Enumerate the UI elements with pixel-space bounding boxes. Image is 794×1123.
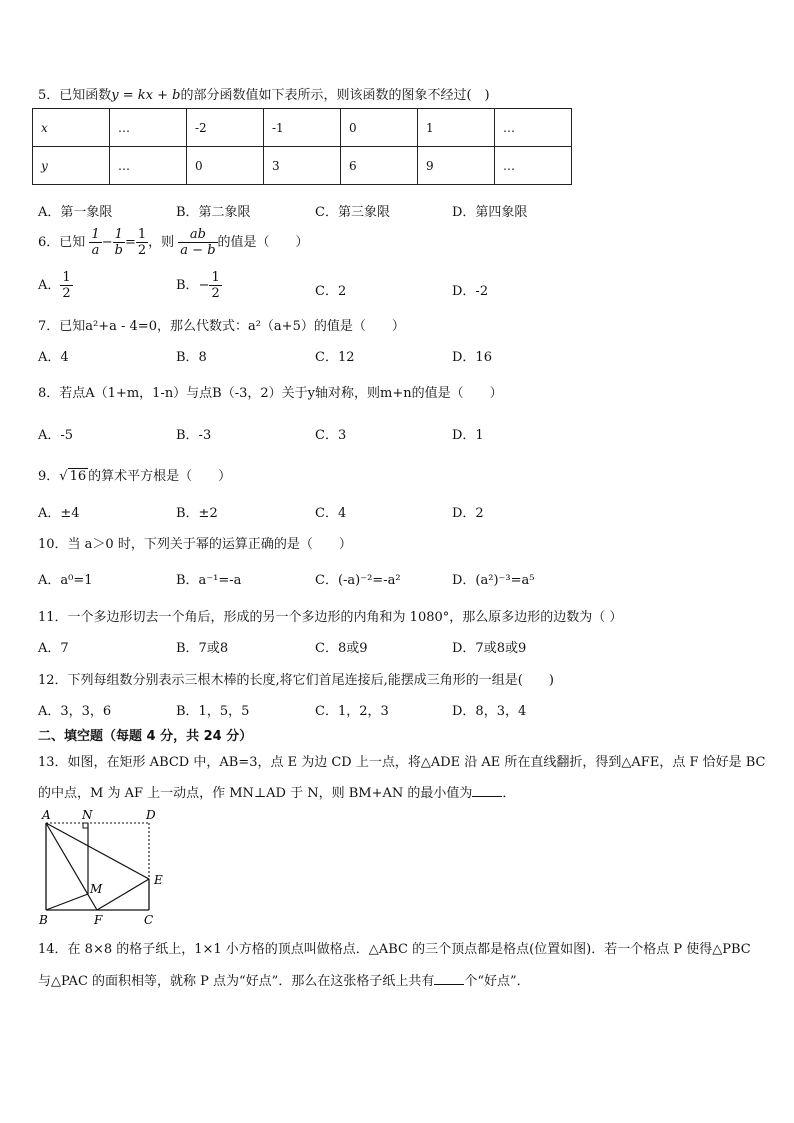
table-cell: 6 xyxy=(341,147,418,185)
q8-option-b[interactable]: B．-3 xyxy=(176,428,212,443)
answer-blank[interactable] xyxy=(434,972,464,985)
q7-option-c[interactable]: C．12 xyxy=(315,350,355,365)
q6-prefix: 6．已知 xyxy=(38,235,86,250)
q12-option-a[interactable]: A．3，3，6 xyxy=(38,704,112,719)
q10-stem: 10．当 a＞0 时，下列关于幂的运算正确的是（ ） xyxy=(38,537,352,552)
q5-stem xyxy=(38,84,490,103)
right-angle-mark xyxy=(83,823,88,828)
q6-stem: 6．已知 $\frac{1}{a}$ − $\frac{1}{b}$ = $\frac{1}{2}$ ，则 $\frac{ab}{a - b}$ 的值是（ ） xyxy=(38,227,309,258)
label-E: E xyxy=(154,873,163,887)
segment-FE xyxy=(97,879,149,910)
q10-option-a[interactable]: A．a⁰=1 xyxy=(38,573,93,588)
q11-option-a[interactable]: A．7 xyxy=(38,641,69,656)
table-cell: 3 xyxy=(264,147,341,185)
q11-option-b[interactable]: B．7或8 xyxy=(176,641,229,656)
segment-BM xyxy=(46,894,88,910)
q14-line2: 与△PAC 的面积相等，就称 P 点为“好点”．那么在这张格子纸上共有 个“好点”． xyxy=(38,974,530,989)
q12-option-c[interactable]: C．1，2，3 xyxy=(315,704,389,719)
q12-option-d[interactable]: D．8，3，4 xyxy=(452,704,527,719)
table-cell: 0 xyxy=(187,147,264,185)
fraction: $\frac{1}{b}$ xyxy=(114,227,123,258)
q11-option-d[interactable]: D．7或8或9 xyxy=(452,641,527,656)
fraction: $\frac{ab}{a - b}$ xyxy=(180,227,216,258)
q9-option-c[interactable]: C．4 xyxy=(315,506,347,521)
q8-option-c[interactable]: C．3 xyxy=(315,428,347,443)
q8-option-d[interactable]: D．1 xyxy=(452,428,484,443)
q6-option-b[interactable]: B．− $\frac{1}{2}$ xyxy=(176,270,220,301)
fraction: $\frac{1}{a}$ xyxy=(91,227,100,258)
table-cell: … xyxy=(495,109,572,147)
q13-line1: 13．如图，在矩形 ABCD 中，AB=3，点 E 为边 CD 上一点，将△ADE 沿 AE 所在直线翻折，得到△AFE，点 F 恰好是 BC xyxy=(38,755,766,770)
q6-option-c[interactable]: C．2 xyxy=(315,284,347,299)
q11-stem: 11．一个多边形切去一个角后，形成的另一个多边形的内角和为 1080°，那么原多边形的边数为（ ） xyxy=(38,610,623,625)
q10-option-d[interactable]: D．(a²)⁻³=a⁵ xyxy=(452,573,535,588)
q5-suffix: 的部分函数值如下表所示，则该函数的图象不经过( ) xyxy=(180,88,490,103)
label-C: C xyxy=(144,913,154,927)
table-row-y xyxy=(33,147,572,185)
label-M: M xyxy=(90,882,103,896)
q5-option-a[interactable]: A．第一象限 xyxy=(38,205,113,220)
q5-prefix: 5．已知函数 xyxy=(38,88,112,103)
sqrt-icon: √ xyxy=(59,469,68,484)
q5-value-table xyxy=(32,108,572,185)
q9-option-a[interactable]: A．±4 xyxy=(38,506,80,521)
fraction: $\frac{1}{2}$ xyxy=(137,227,147,258)
q6-option-d[interactable]: D．-2 xyxy=(452,284,489,299)
q9-radicand: 16 xyxy=(69,469,87,484)
q5-option-d[interactable]: D．第四象限 xyxy=(452,205,528,220)
segment-AF xyxy=(46,823,97,910)
q7-option-b[interactable]: B．8 xyxy=(176,350,207,365)
table-cell: x xyxy=(33,109,110,147)
q10-option-b[interactable]: B．a⁻¹=-a xyxy=(176,573,242,588)
q5-option-b[interactable]: B．第二象限 xyxy=(176,205,251,220)
table-cell: -2 xyxy=(187,109,264,147)
q7-option-a[interactable]: A．4 xyxy=(38,350,69,365)
table-cell: -1 xyxy=(264,109,341,147)
table-cell: … xyxy=(495,147,572,185)
table-cell: … xyxy=(110,109,187,147)
q7-option-d[interactable]: D．16 xyxy=(452,350,492,365)
q5-option-c[interactable]: C．第三象限 xyxy=(315,205,390,220)
table-cell: 1 xyxy=(418,109,495,147)
q14-line1: 14．在 8×8 的格子纸上，1×1 小方格的顶点叫做格点．△ABC 的三个顶点都是格点(位置如图)．若一个格点 P 使得△PBC xyxy=(38,942,751,957)
q9-option-b[interactable]: B．±2 xyxy=(176,506,218,521)
q7-stem: 7．已知a²+a - 4=0，那么代数式：a²（a+5）的值是（ ） xyxy=(38,319,405,334)
answer-blank[interactable] xyxy=(472,784,502,797)
q13-figure xyxy=(36,806,170,928)
section-title: 二、填空题（每题 4 分，共 24 分） xyxy=(38,729,253,744)
q9-stem: 9．√ 16 的算术平方根是（ ） xyxy=(38,469,232,484)
segment-AE xyxy=(46,823,149,879)
q8-stem: 8．若点A（1+m，1-n）与点B（-3，2）关于y轴对称，则m+n的值是（ ） xyxy=(38,386,503,401)
q12-stem: 12．下列每组数分别表示三根木棒的长度,将它们首尾连接后,能摆成三角形的一组是( ) xyxy=(38,673,554,688)
q11-option-c[interactable]: C．8或9 xyxy=(315,641,368,656)
q6-option-a[interactable]: A． $\frac{1}{2}$ xyxy=(38,270,71,301)
label-B: B xyxy=(39,913,48,927)
q13-line2: 的中点，M 为 AF 上一动点，作 MN⊥AD 于 N，则 BM+AN 的最小值为 ． xyxy=(38,786,516,801)
q12-option-b[interactable]: B．1，5，5 xyxy=(176,704,250,719)
q9-option-d[interactable]: D．2 xyxy=(452,506,484,521)
table-cell: 0 xyxy=(341,109,418,147)
table-row-x xyxy=(33,109,572,147)
label-A: A xyxy=(42,808,51,822)
label-N: N xyxy=(82,808,93,822)
label-D: D xyxy=(146,808,156,822)
q8-option-a[interactable]: A．-5 xyxy=(38,428,74,443)
q6-suffix: 的值是（ ） xyxy=(217,235,309,250)
table-cell: y xyxy=(33,147,110,185)
table-cell: … xyxy=(110,147,187,185)
label-F: F xyxy=(94,913,103,927)
q10-option-c[interactable]: C．(-a)⁻²=-a² xyxy=(315,573,401,588)
q5-function: y = kx + b xyxy=(111,88,181,103)
table-cell: 9 xyxy=(418,147,495,185)
